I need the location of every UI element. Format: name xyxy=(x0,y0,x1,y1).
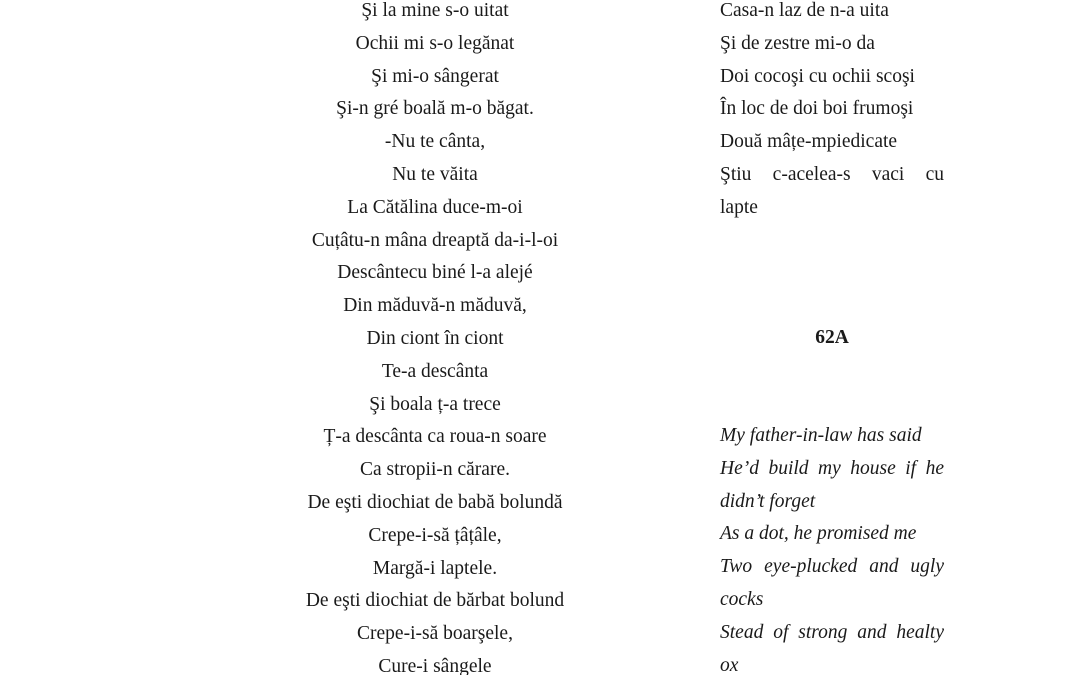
poem-line: Te-a descânta xyxy=(381,360,489,382)
poem-line: De eşti diochiat de babă bolundă xyxy=(307,491,563,513)
poem-line: Şi la mine s-o uitat xyxy=(361,0,509,21)
poem-line: Casa-n laz de n-a uita xyxy=(720,0,889,21)
translation-line: As a dot, he promised me xyxy=(720,523,917,545)
poem-line: Doi cocoşi cu ochii scoşi xyxy=(720,65,915,87)
translation-line: cocks xyxy=(720,588,764,610)
poem-line: lapte xyxy=(720,196,758,218)
poem-line: -Nu te cânta, xyxy=(384,131,486,153)
poem-line: Ca stropii-n cărare. xyxy=(360,459,510,481)
poem-line: La Cătălina duce-m-oi xyxy=(347,196,523,218)
poem-line: Ştiu c-acelea-s vaci cu xyxy=(720,163,944,185)
poem-line: Şi de zestre mi-o da xyxy=(720,32,875,54)
poem-line: Din ciont în ciont xyxy=(366,327,504,349)
poem-line: Cuțâtu-n mâna dreaptă da-i-l-oi xyxy=(311,229,559,251)
poem-line: Margă-i laptele. xyxy=(372,557,498,579)
english-translation-column xyxy=(720,420,944,675)
translation-line: Two eye-plucked and ugly xyxy=(720,556,944,578)
poem-line: De eşti diochiat de bărbat bolund xyxy=(305,590,565,612)
translation-line: Stead of strong and healty xyxy=(720,621,944,643)
poem-line: În loc de doi boi frumoşi xyxy=(720,98,914,120)
section-title: 62A xyxy=(815,327,849,348)
poem-line: Crepe-i-să boarşele, xyxy=(357,623,513,645)
translation-line: didn’t forget xyxy=(720,490,816,512)
poem-line: Şi mi-o sângerat xyxy=(371,65,499,87)
poem-line: Două mâțe-mpiedicate xyxy=(720,131,898,153)
translation-line: My father-in-law has said xyxy=(720,425,922,446)
poem-line: Şi boala ț-a trece xyxy=(369,393,501,415)
poem-line: Din măduvă-n măduvă, xyxy=(343,295,527,317)
poem-line: Crepe-i-să țâțâle, xyxy=(368,524,502,546)
poem-line: Cure-i sângele xyxy=(378,655,492,675)
poem-line: Ț-a descânta ca roua-n soare xyxy=(323,426,547,448)
poem-line: Ochii mi s-o legănat xyxy=(355,32,515,54)
poem-line: Şi-n gré boală m-o băgat. xyxy=(336,98,534,120)
poem-line: Nu te văita xyxy=(392,163,478,185)
translation-line: ox xyxy=(720,654,739,675)
romanian-poem-left-column xyxy=(235,0,635,675)
romanian-poem-right-column xyxy=(720,0,944,225)
poem-line: Descântecu biné l-a alejé xyxy=(337,262,533,284)
translation-line: He’d build my house if he xyxy=(720,457,944,479)
